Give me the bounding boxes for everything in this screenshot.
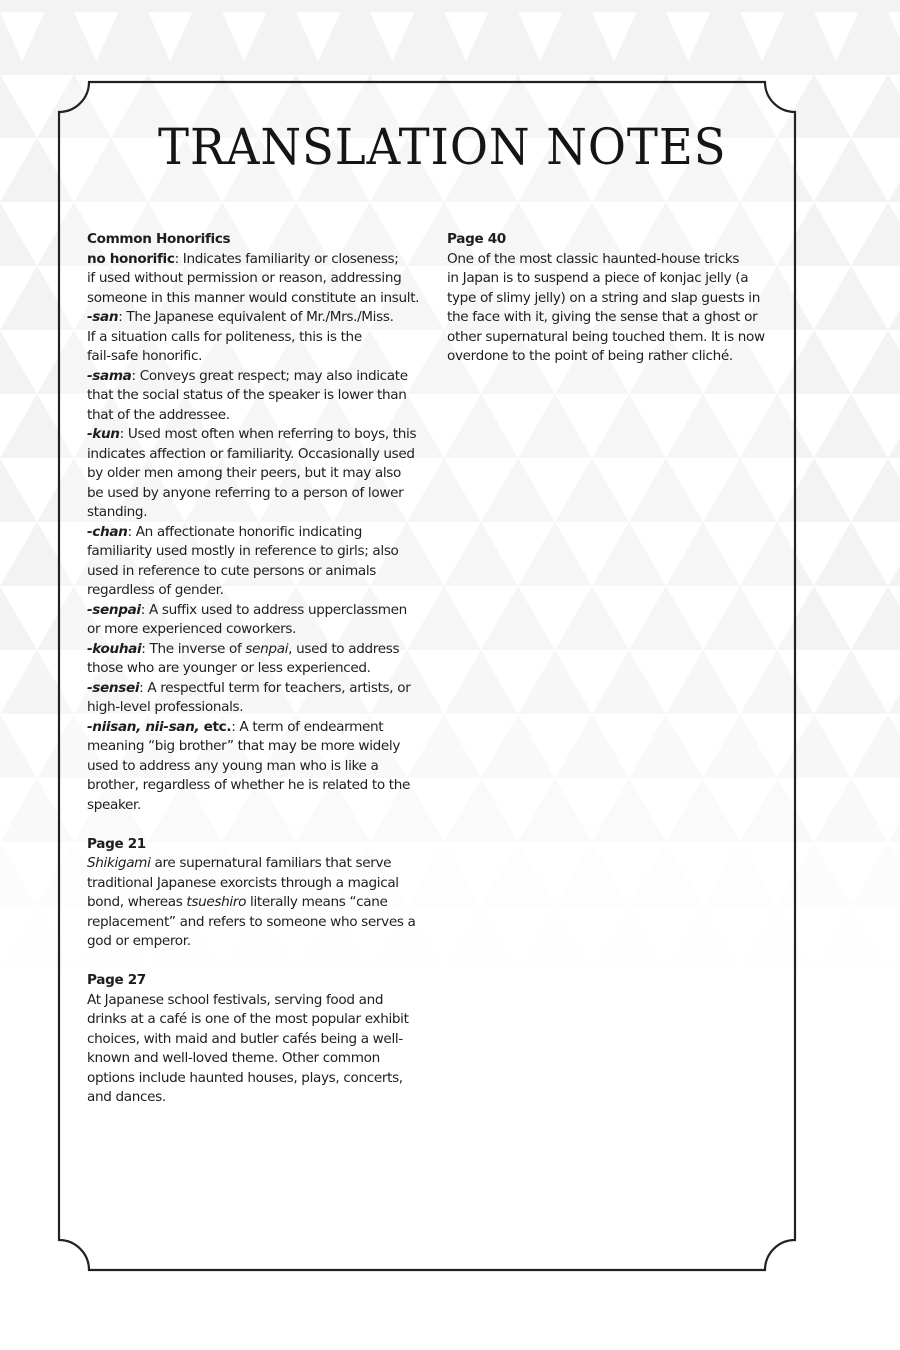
honorific-term: -kouhai	[87, 640, 142, 657]
text-line	[447, 289, 777, 309]
text-line	[447, 308, 777, 328]
honorific-entry	[87, 679, 427, 718]
text-line	[87, 679, 427, 699]
note-heading: Page 40	[447, 231, 506, 247]
definition-text: regardless of gender.	[87, 582, 224, 598]
honorific-term: -sensei	[87, 679, 140, 696]
term-separator: :	[118, 309, 123, 325]
note-text: One of the most classic haunted-house tricks	[447, 250, 740, 267]
spacer	[87, 815, 427, 835]
text-line	[87, 659, 427, 679]
note-heading: Page 21	[87, 835, 146, 852]
text-line	[87, 796, 427, 816]
note-text: options include haunted houses, plays, concerts,	[87, 1069, 403, 1086]
italic-word: senpai	[245, 640, 289, 657]
note-text: are supernatural familiars that serve	[150, 855, 392, 871]
honorific-term-suffix: etc.	[199, 718, 232, 735]
definition-text: Conveys great respect; may also indicate	[135, 367, 408, 384]
note-text: other supernatural being touched them. It is now	[447, 328, 765, 345]
text-line	[87, 250, 427, 270]
text-line	[447, 328, 777, 348]
text-line	[87, 406, 427, 426]
term-separator: :	[141, 640, 146, 657]
note-text: literally means “cane	[246, 894, 388, 910]
note-text: in Japan is to suspend a piece of konjac jelly (a	[447, 270, 749, 286]
text-line	[87, 1049, 427, 1069]
honorific-entry	[87, 367, 427, 426]
left-column	[87, 230, 427, 1108]
term-separator: :	[174, 250, 179, 267]
note-text: overdone to the point of being rather cliché.	[447, 348, 733, 364]
term-separator: :	[231, 718, 236, 735]
definition-text: by older men among their peers, but it may also	[87, 465, 401, 481]
honorific-entry	[87, 308, 427, 367]
definition-text: familiarity used mostly in reference to girls; also	[87, 543, 399, 559]
text-line	[87, 620, 427, 640]
note-heading: Page 27	[87, 972, 146, 988]
text-line	[87, 367, 427, 387]
definition-text: used in reference to cute persons or animals	[87, 562, 377, 579]
text-line	[87, 757, 427, 777]
text-line	[87, 289, 427, 309]
definition-text: brother, regardless of whether he is related to the	[87, 777, 411, 793]
definition-text: , used to address	[288, 640, 400, 657]
text-line	[87, 1030, 427, 1050]
honorific-entry	[87, 718, 427, 816]
definition-text: An affectionate honorific indicating	[131, 523, 362, 540]
right-notes	[447, 230, 777, 367]
note-text: At Japanese school festivals, serving food and	[87, 991, 384, 1008]
text-line	[87, 484, 427, 504]
text-line	[87, 445, 427, 465]
text-line	[87, 640, 427, 660]
spacer	[87, 952, 427, 972]
definition-text: A term of endearment	[235, 718, 384, 735]
text-line	[87, 1010, 427, 1030]
definition-text: that the social status of the speaker is lower than	[87, 387, 407, 403]
definition-text: The inverse of	[145, 640, 246, 657]
text-line	[87, 776, 427, 796]
note-text: drinks at a café is one of the most popular exhibit	[87, 1011, 409, 1027]
note-text: choices, with maid and butler cafés being a well-	[87, 1030, 403, 1047]
definition-text: if used without permission or reason, addressing	[87, 270, 402, 286]
text-line	[87, 503, 427, 523]
honorific-term: no honorific	[87, 250, 175, 267]
honorific-entry	[87, 601, 427, 640]
definition-text: or more experienced coworkers.	[87, 621, 297, 637]
definition-text: indicates affection or familiarity. Occasionally used	[87, 445, 415, 462]
honorific-entry	[87, 640, 427, 679]
text-line	[87, 581, 427, 601]
honorific-entry	[87, 250, 427, 309]
definition-text: standing.	[87, 504, 148, 520]
text-line	[87, 991, 427, 1011]
text-line	[87, 913, 427, 933]
definition-text: If a situation calls for politeness, this is the	[87, 328, 362, 345]
definition-text: someone in this manner would constitute an insult.	[87, 289, 420, 306]
definition-text: be used by anyone referring to a person of lower	[87, 484, 404, 501]
term-separator: :	[140, 601, 145, 618]
note-block	[447, 230, 777, 367]
page-title: TRANSLATION NOTES	[158, 118, 727, 176]
note-text: bond, whereas	[87, 894, 187, 910]
section-heading-honorifics: Common Honorifics	[87, 231, 231, 247]
note-text: type of slimy jelly) on a string and slap guests in	[447, 289, 760, 306]
text-line	[87, 425, 427, 445]
honorific-entry	[87, 523, 427, 601]
term-separator: :	[119, 426, 124, 442]
honorific-term: -sama	[87, 367, 132, 384]
honorific-term: -senpai	[87, 601, 141, 618]
honorific-term: -niisan, nii-san,	[87, 718, 200, 735]
note-text: known and well-loved theme. Other common	[87, 1050, 380, 1066]
definition-text: A suffix used to address upperclassmen	[144, 601, 407, 618]
honorific-entry	[87, 425, 427, 523]
definition-text: A respectful term for teachers, artists, or	[143, 679, 411, 696]
note-text: replacement” and refers to someone who serves a	[87, 913, 416, 930]
text-line	[87, 601, 427, 621]
text-line	[87, 698, 427, 718]
text-line	[87, 874, 427, 894]
text-line	[447, 347, 777, 367]
italic-word: tsueshiro	[186, 894, 247, 910]
right-column	[447, 230, 777, 367]
text-line	[447, 250, 777, 270]
definition-text: Used most often when referring to boys, this	[123, 426, 417, 442]
honorifics-section	[87, 230, 427, 815]
definition-text: meaning “big brother” that may be more widely	[87, 738, 401, 754]
text-line	[87, 523, 427, 543]
text-line	[87, 464, 427, 484]
text-line	[87, 737, 427, 757]
term-separator: :	[139, 679, 144, 696]
definition-text: The Japanese equivalent of Mr./Mrs./Miss.	[122, 309, 394, 325]
definition-text: high-level professionals.	[87, 699, 244, 715]
text-line	[87, 347, 427, 367]
text-line	[87, 308, 427, 328]
note-text: god or emperor.	[87, 933, 191, 949]
definition-text: Indicates familiarity or closeness;	[178, 250, 399, 267]
text-line	[87, 718, 427, 738]
text-line	[87, 1069, 427, 1089]
text-line	[87, 386, 427, 406]
term-separator: :	[127, 523, 132, 540]
text-line	[87, 854, 427, 874]
honorific-list	[87, 250, 427, 816]
definition-text: used to address any young man who is like a	[87, 757, 379, 774]
text-line	[447, 269, 777, 289]
honorific-term: -chan	[87, 523, 128, 540]
text-line	[87, 269, 427, 289]
note-text: the face with it, giving the sense that a ghost or	[447, 309, 758, 325]
note-block	[87, 835, 427, 952]
left-notes	[87, 835, 427, 1108]
text-line	[87, 932, 427, 952]
note-text: traditional Japanese exorcists through a magical	[87, 874, 399, 891]
definition-text: those who are younger or less experienced.	[87, 660, 371, 676]
text-line	[87, 542, 427, 562]
text-line	[87, 1088, 427, 1108]
term-separator: :	[131, 367, 136, 384]
text-line	[87, 893, 427, 913]
definition-text: fail-safe honorific.	[87, 348, 203, 364]
honorific-term: -kun	[87, 426, 120, 442]
note-block	[87, 971, 427, 1108]
text-line	[87, 562, 427, 582]
text-line	[87, 328, 427, 348]
italic-word: Shikigami	[87, 855, 151, 871]
note-text: and dances.	[87, 1089, 166, 1105]
definition-text: speaker.	[87, 796, 142, 813]
definition-text: that of the addressee.	[87, 406, 230, 423]
honorific-term: -san	[87, 309, 119, 325]
